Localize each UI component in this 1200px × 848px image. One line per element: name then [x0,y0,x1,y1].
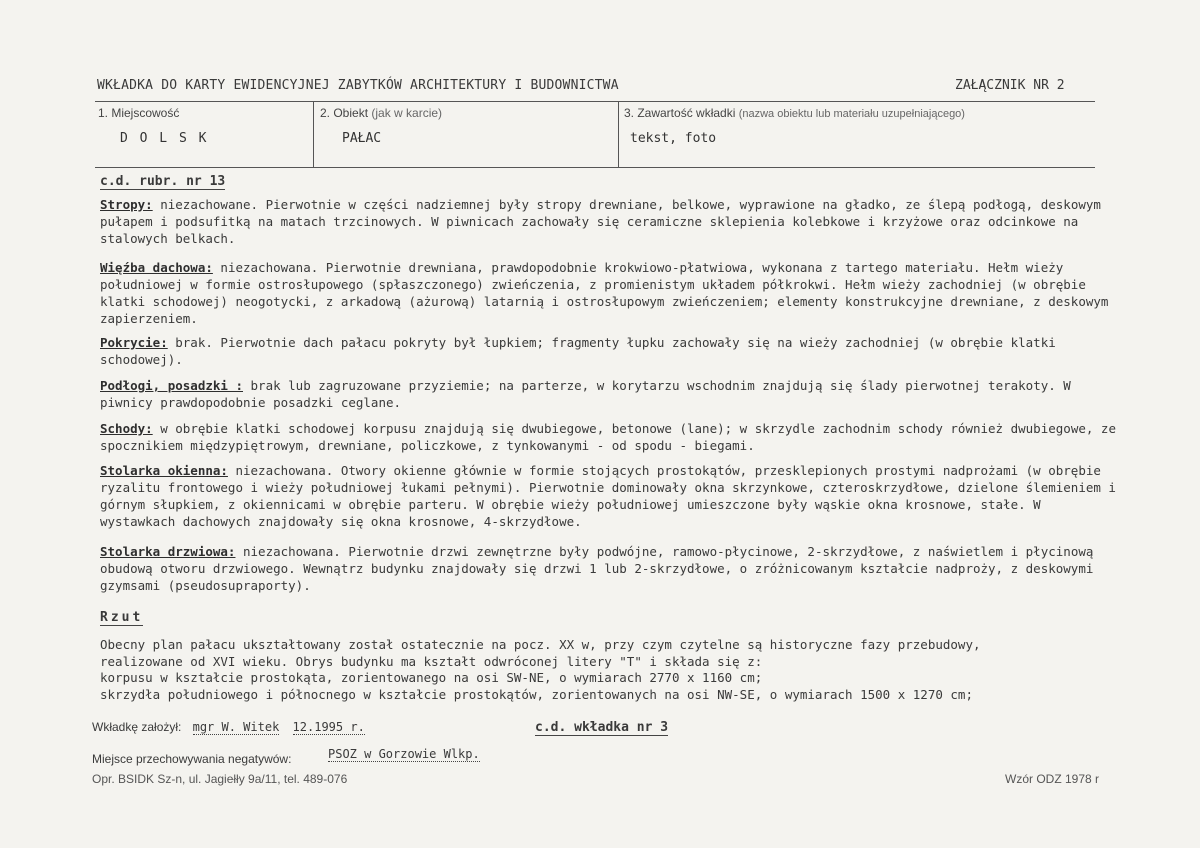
section-text: niezachowana. Otwory okienne głównie w formie stojących prostokątów, przesklepionych prostymi nadprożami (w obrębie ryzalitu frontowego i wieży południowej łukami pełnymi). Pierwotnie dominowały okna skrzynkowe, czteroskrzydłowe, dzielone ślemieniem i górnym słupkiem, z okiennicami w obrębie parteru. W obrębie wieży południowej umieszczone były wąskie okna krosnowe, stałe. W wystawkach dachowych znajdowały się okna krosnowe, 4-skrzydłowe. [100,463,1116,529]
table-divider [618,101,619,167]
table-top-rule [95,101,1095,102]
section-stolarka-drzwiowa [100,543,1120,594]
section-stropy [100,196,1120,247]
section-text: brak lub zagruzowane przyziemie; na parterze, w korytarzu wschodnim znajdują się ślady pierwotnej terakoty. W piwnicy prawdopodobnie posadzki ceglane. [100,378,1071,410]
section-schody [100,420,1120,454]
section-heading: Więźba dachowa: [100,260,213,275]
content-label-sub: (nazwa obiektu lub materiału uzupełniającego) [738,108,965,120]
rzut-heading: Rzut [100,610,144,625]
place-value: D O L S K [120,131,209,146]
section-wiezba [100,259,1120,327]
rzut-line: Obecny plan pałacu ukształtowany został ostatecznie na pocz. XX w, przy czym czytelne są historyczne fazy przebudowy, [100,637,981,652]
negatives-label: Miejsce przechowywania negatywów: [92,752,292,766]
author-value: mgr W. Witek [192,720,280,734]
section-heading: Podłogi, posadzki : [100,378,243,393]
section-pokrycie [100,334,1120,368]
object-label-text: 2. Obiekt [320,106,369,120]
content-value: tekst, foto [630,131,717,146]
rzut-line: korpusu w kształcie prostokąta, zorientowanego na osi SW-NE, o wymiarach 2770 x 1160 cm; [100,670,763,685]
rzut-line: realizowane od XVI wieku. Obrys budynku ma kształt odwróconej litery "T" i składa się z: [100,653,763,669]
card-title: WKŁADKA DO KARTY EWIDENCYJNEJ ZABYTKÓW ARCHITEKTURY I BUDOWNICTWA [97,78,619,93]
object-label-sub: (jak w karcie) [371,106,443,120]
annex-number: ZAŁĄCZNIK NR 2 [955,78,1065,93]
place-label: 1. Miejscowość [98,106,180,120]
printer-info: Opr. BSIDK Sz-n, ul. Jagiełły 9a/11, tel. 489-076 [92,772,348,786]
negatives-value: PSOZ w Gorzowie Wlkp. [328,747,480,761]
object-label [320,106,442,120]
section-text: niezachowane. Pierwotnie w części nadziemnej były stropy drewniane, belkowe, wyprawione na gładko, ze ślepą podłogą, deskowym pułapem i podsufitką na matach trzcinowych. W piwnicach zachowały się ceramiczne sklepienia kolebkowe i krzyżowe oraz odcinkowe na stalowych belkach. [100,197,1101,246]
content-label-text: 3. Zawartość wkładki [624,106,736,120]
rzut-text [100,637,1140,703]
table-bottom-rule [95,167,1095,168]
author-date: 12.1995 r. [292,720,365,734]
section-heading: Stropy: [100,197,153,212]
rzut-line: skrzydła południowego i północnego w kształcie prostokątów, zorientowanych na osi NW-SE, o wymiarach 1500 x 1270 cm; [100,686,973,702]
section-text: niezachowana. Pierwotnie drzwi zewnętrzne były podwójne, ramowo-płycinowe, 2-skrzydłowe, z naświetlem i płycinową obudową otworu drzwiowego. Wewnątrz budynku znajdowały się drzwi 1 lub 2-skrzydłowe, o zróżnicowanym kształcie nadproży, z deskowymi gzymsami (pseudosupraporty). [100,544,1094,593]
author-line [92,720,365,734]
section-text: niezachowana. Pierwotnie drewniana, prawdopodobnie krokwiowo-płatwiowa, wykonana z tartego materiału. Hełm wieży południowej w formie ostrosłupowego (spłaszczonego) zwieńczenia, z promienistym układem półkrokwi. Hełm wieży zachodniej (w obrębie klatki schodowej) neogotycki, z arkadową (ażurową) latarnią i ostrosłupowym zwieńczeniem; elementy konstrukcyjne drewniane, z deskowym zapierzeniem. [100,260,1109,326]
section-heading: Schody: [100,421,153,436]
section-heading: Pokrycie: [100,335,168,350]
section-text: w obrębie klatki schodowej korpusu znajdują się dwubiegowe, betonowe (lane); w skrzydle zachodnim schody również dwubiegowe, ze spocznikiem międzypiętrowym, drewniane, policzkowe, z tynkowanymi - od spodu - biegami. [100,421,1116,453]
continuation-heading [100,174,225,189]
section-stolarka-okienna [100,462,1120,530]
form-model: Wzór ODZ 1978 r [1005,772,1100,786]
object-value: PAŁAC [342,131,382,146]
section-podlogi [100,377,1120,411]
author-label: Wkładkę założył: [92,720,182,734]
next-insert: c.d. wkładka nr 3 [535,720,669,735]
section-text: brak. Pierwotnie dach pałacu pokryty był łupkiem; fragmenty łupku zachowały się na wieży zachodniej (w obrębie klatki schodowej). [100,335,1056,367]
table-divider [313,101,314,167]
section-heading: Stolarka okienna: [100,463,228,478]
content-label [624,106,965,120]
section-heading: Stolarka drzwiowa: [100,544,236,559]
continuation-text: c.d. rubr. nr 13 [100,174,226,189]
negatives-line [92,747,480,766]
